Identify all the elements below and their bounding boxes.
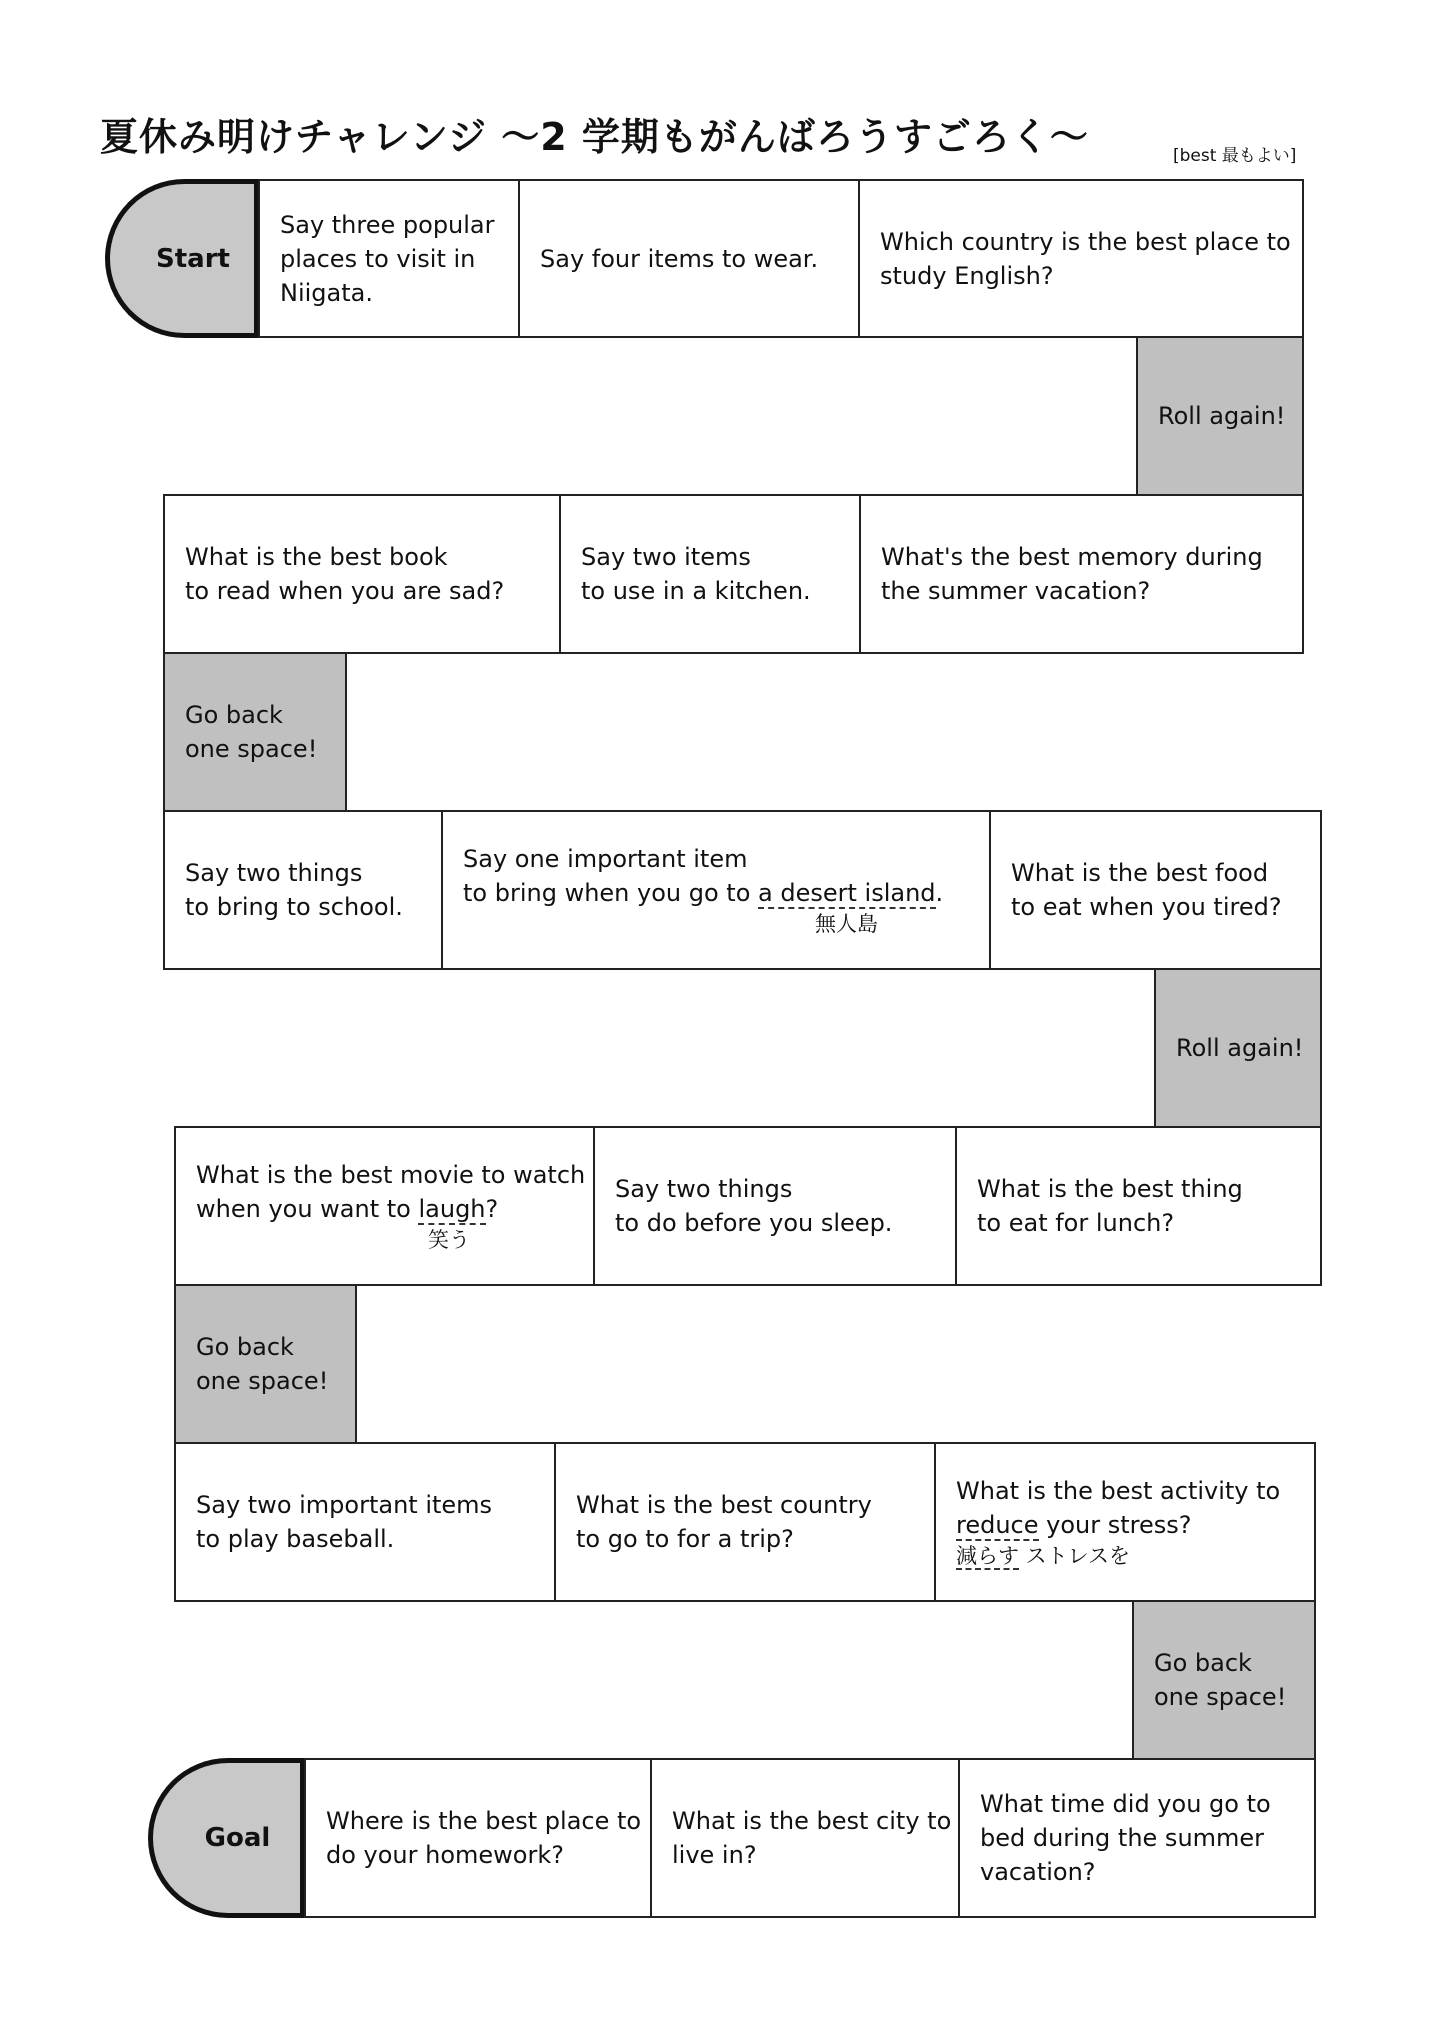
vocab-note: [best 最もよい] <box>1173 146 1297 166</box>
board-square-21: What time did you go to bed during the summer vacation? <box>958 1758 1316 1918</box>
goal-space <box>148 1758 304 1918</box>
board-square-12: Roll again! <box>1154 968 1322 1128</box>
board-square-5: What's the best memory during the summer vacation? <box>859 494 1304 654</box>
gloss-desert-island: 無人島 <box>815 912 878 936</box>
vocab-word-desert-island: a desert island <box>758 879 936 907</box>
board-square-6: Say two items to use in a kitchen. <box>559 494 861 654</box>
board-square-15: What is the best movie to watch when you want to laugh? 笑う <box>174 1126 595 1286</box>
board-square-8: Go back one space! <box>163 652 347 812</box>
vocab-word-reduce: reduce <box>956 1511 1039 1539</box>
board-square-10: Say one important item to bring when you go to a desert island. 無人島 <box>441 810 991 970</box>
board-square-4: Roll again! <box>1136 336 1304 496</box>
board-square-11: What is the best food to eat when you tired? <box>989 810 1322 970</box>
board-square-22: What is the best city to live in? <box>650 1758 960 1918</box>
gloss-stress: ストレスを <box>1019 1544 1131 1568</box>
start-label: Start <box>156 243 230 274</box>
gloss-reduce: 減らす <box>956 1544 1019 1568</box>
start-space <box>105 179 258 338</box>
goal-label: Goal <box>204 1823 271 1853</box>
page-title: 夏休み明けチャレンジ ～2 学期もがんばろうすごろく～ <box>100 115 1089 159</box>
vocab-word-laugh: laugh <box>418 1195 486 1223</box>
board-square-14: Say two things to do before you sleep. <box>593 1126 957 1286</box>
board-square-9: Say two things to bring to school. <box>163 810 443 970</box>
board-square-19: What is the best activity to reduce your stress? 減らす ストレスを <box>934 1442 1316 1602</box>
board-square-20: Go back one space! <box>1132 1600 1316 1760</box>
board-square-13: What is the best thing to eat for lunch? <box>955 1126 1322 1286</box>
board-square-17: Say two important items to play baseball. <box>174 1442 556 1602</box>
board-square-18: What is the best country to go to for a trip? <box>554 1442 936 1602</box>
board-square-3: Which country is the best place to study English? <box>858 179 1304 338</box>
board-square-7: What is the best book to read when you are sad? <box>163 494 561 654</box>
board-square-16: Go back one space! <box>174 1284 357 1444</box>
gloss-laugh: 笑う <box>428 1228 470 1252</box>
board-square-1: Say three popular places to visit in Niigata. <box>258 179 520 338</box>
board-square-23: Where is the best place to do your homework? <box>304 1758 652 1918</box>
board-square-2: Say four items to wear. <box>518 179 860 338</box>
